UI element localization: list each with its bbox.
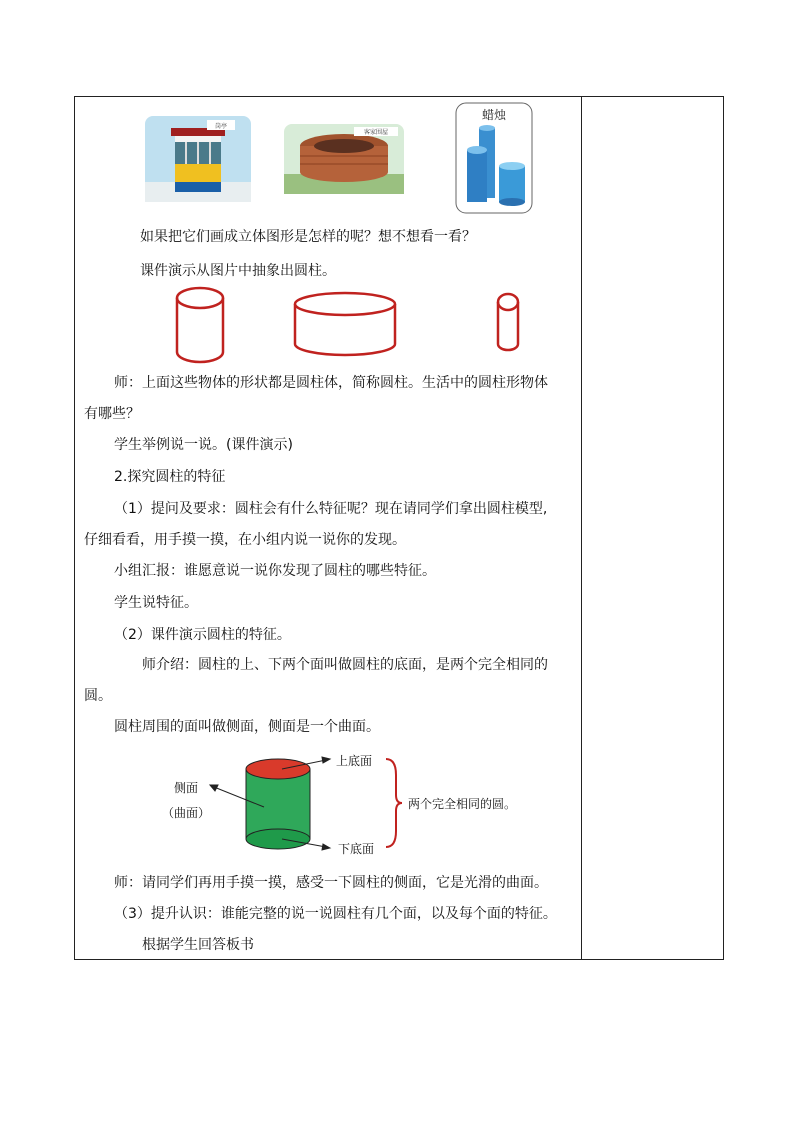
text-line: 仔细看看，用手摸一摸，在小组内说一说你的发现。 <box>84 532 406 548</box>
text-line: 师：上面这些物体的形状都是圆柱体，简称圆柱。生活中的圆柱形物体 <box>114 375 548 391</box>
text-line: 师介绍：圆柱的上、下两个面叫做圆柱的底面，是两个完全相同的 <box>142 657 548 673</box>
cylinder-diagram <box>160 745 540 860</box>
text-line: 小组汇报：谁愿意说一说你发现了圆柱的哪些特征。 <box>114 563 436 579</box>
text-line: （1）提问及要求：圆柱会有什么特征呢？现在请同学们拿出圆柱模型, <box>114 501 548 517</box>
text-line: 课件演示从图片中抽象出圆柱。 <box>140 263 336 279</box>
text-line: （2）课件演示圆柱的特征。 <box>114 627 291 643</box>
text-line: 学生举例说一说。(课件演示) <box>114 437 293 453</box>
text-line: 圆柱周围的面叫做侧面，侧面是一个曲面。 <box>114 719 380 735</box>
text-line: （3）提升认识：谁能完整的说一说圆柱有几个面，以及每个面的特征。 <box>114 906 557 922</box>
side-sub-label: （曲面） <box>162 806 211 820</box>
bottom-base-label: 下底面 <box>338 842 375 856</box>
kiosk-photo <box>145 116 251 202</box>
tulou-photo <box>284 124 404 194</box>
table-column-divider <box>581 97 582 959</box>
brace-label: 两个完全相同的圆。 <box>408 797 517 811</box>
text-line: 根据学生回答板书 <box>142 937 254 953</box>
text-line: 圆。 <box>84 688 112 704</box>
text-line: 师：请同学们再用手摸一摸，感受一下圆柱的侧面，它是光滑的曲面。 <box>114 875 548 891</box>
side-label: 侧面 <box>174 781 199 795</box>
tulou-photo-label: 客家围屋 <box>363 129 389 136</box>
top-base-label: 上底面 <box>336 754 373 768</box>
text-line: 有哪些？ <box>84 406 140 422</box>
abstract-cylinders <box>170 280 530 368</box>
text-line: 学生说特征。 <box>114 595 198 611</box>
text-line: 如果把它们画成立体图形是怎样的呢？想不想看一看？ <box>140 229 476 245</box>
section-heading: 2.探究圆柱的特征 <box>114 469 226 485</box>
candles-photo <box>455 102 533 214</box>
kiosk-photo-label: 岗亭 <box>214 123 228 130</box>
candles-photo-label: 蜡烛 <box>481 108 507 122</box>
